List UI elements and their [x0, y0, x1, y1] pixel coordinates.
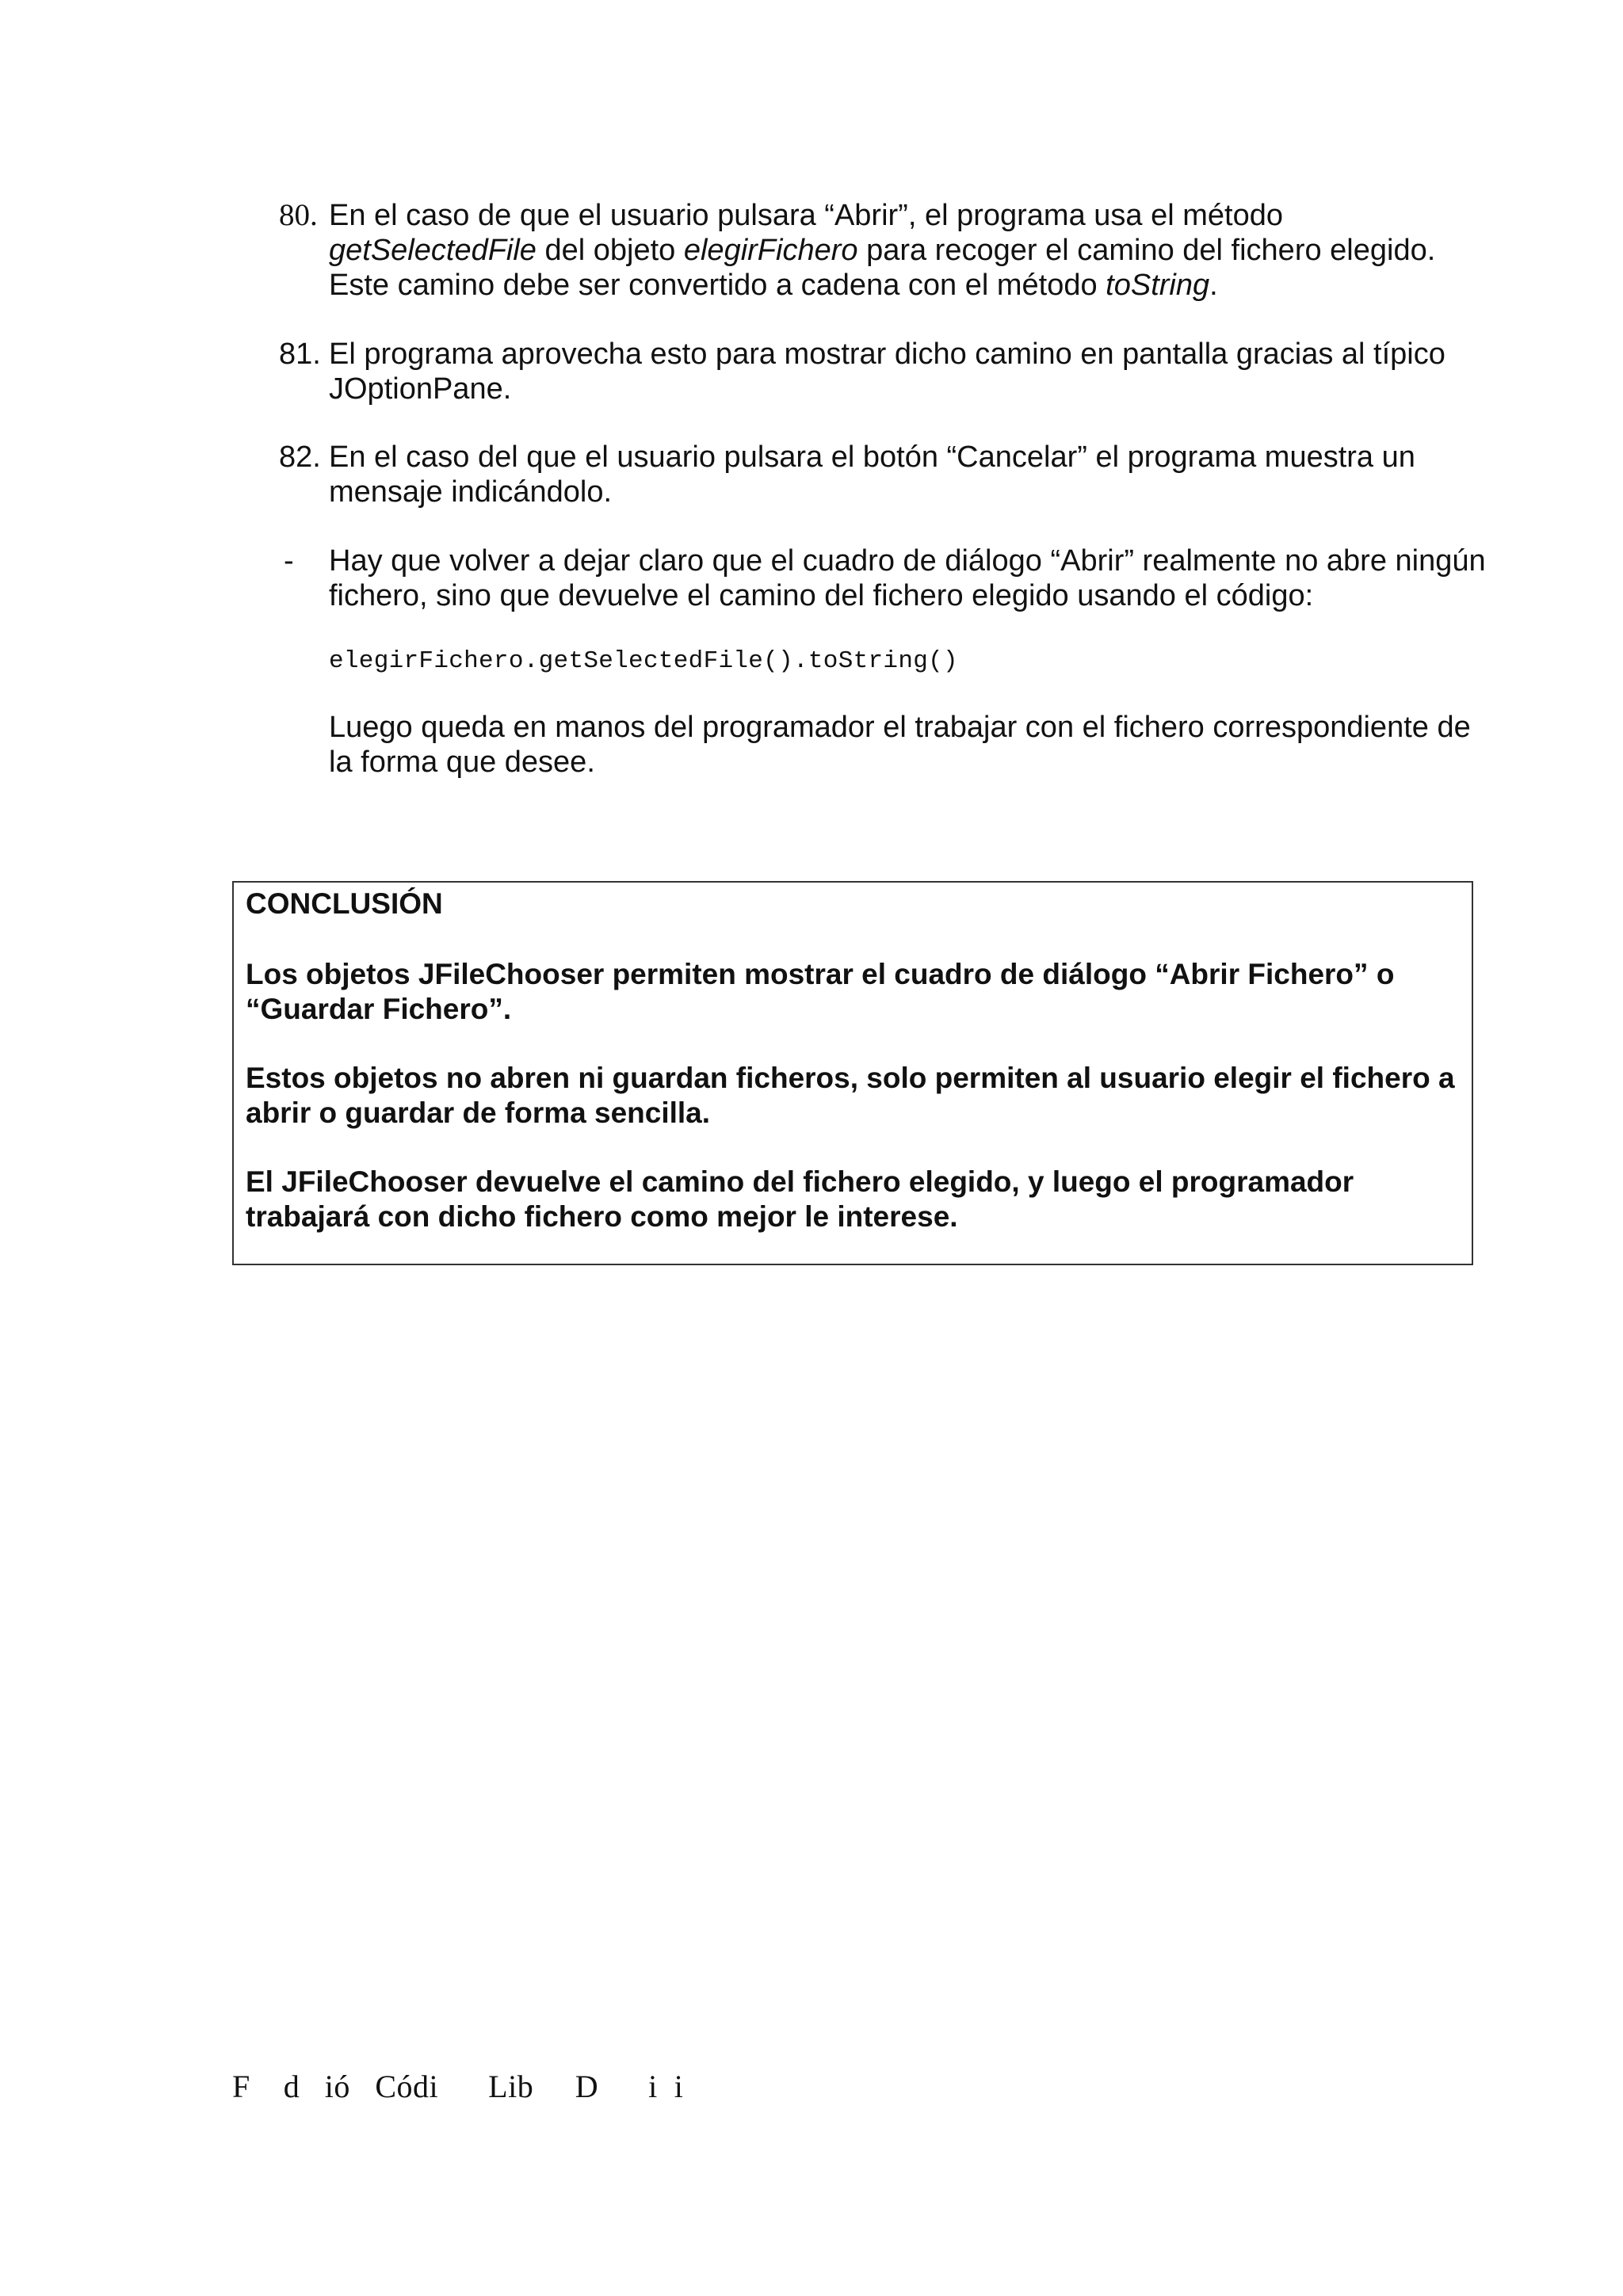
list-item-text: Hay que volver a dejar claro que el cuadro de diálogo “Abrir” realmente no abre ningún fichero, sino que devuelve el camino del fichero elegido usando el código: [329, 544, 1486, 612]
list-number: 82. [279, 441, 321, 474]
text-run: del objeto [536, 234, 684, 267]
conclusion-paragraph-3: El JFileChooser devuelve el camino del fichero elegido, y luego el programador trabajará con dicho fichero como mejor le interese. [246, 1165, 1354, 1233]
text-run: En el caso de que el usuario pulsara “Abrir”, el programa usa el método [329, 199, 1283, 232]
conclusion-paragraph-2: Estos objetos no abren ni guardan ficheros, solo permiten al usuario elegir el fichero a abrir o guardar de forma sencilla. [246, 1062, 1455, 1129]
code-term: toString [1106, 269, 1210, 302]
conclusion-box [232, 881, 1473, 1265]
code-term: getSelectedFile [329, 234, 537, 267]
list-number: 80. [279, 198, 318, 232]
conclusion-title: CONCLUSIÓN [246, 887, 443, 920]
list-item-text [329, 198, 1486, 303]
text-run: . [1209, 269, 1218, 302]
list-bullet: - [284, 544, 294, 578]
text-run: para recoger el camino del fichero elegido. Este camino debe ser convertido a cadena con el método [329, 234, 1436, 302]
code-snippet: elegirFichero.getSelectedFile().toString() [329, 647, 958, 675]
list-item-text: En el caso del que el usuario pulsara el botón “Cancelar” el programa muestra un mensaje indicándolo. [329, 441, 1415, 509]
page-footer: F d ió Códi Lib D i i [232, 2069, 684, 2104]
list-item-text: El programa aprovecha esto para mostrar dicho camino en pantalla gracias al típico JOptionPane. [329, 338, 1445, 406]
body-paragraph: Luego queda en manos del programador el trabajar con el fichero correspondiente de la forma que desee. [329, 711, 1471, 779]
conclusion-paragraph-1: Los objetos JFileChooser permiten mostrar el cuadro de diálogo “Abrir Fichero” o “Guardar Fichero”. [246, 958, 1395, 1025]
list-number: 81. [279, 338, 321, 371]
code-term: elegirFichero [683, 234, 858, 267]
